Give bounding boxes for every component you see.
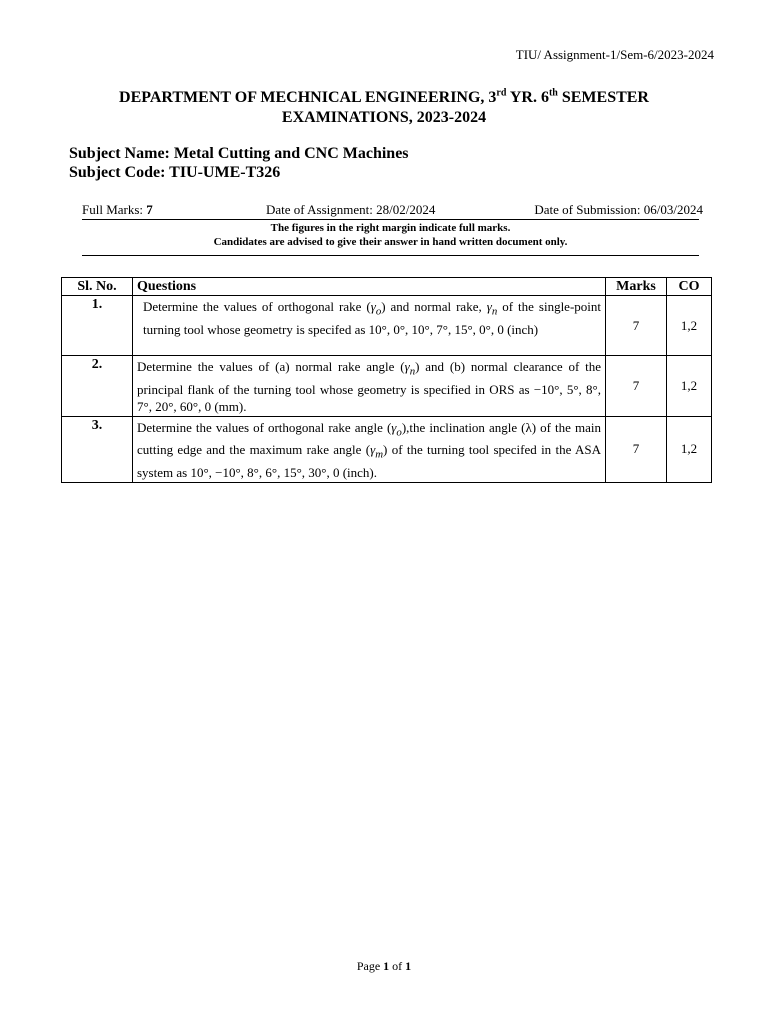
questions-table <box>61 277 712 483</box>
row-question: Determine the values of orthogonal rake $(\gamma_o)$ and normal rake, $\gamma_n$ of the single-point turning tool whose geometry is specifed as 10°, 0°, 10°, 7°, 15°, 0°, 0 (inch) <box>133 296 606 356</box>
subject-info <box>69 144 409 182</box>
date-of-assignment: Date of Assignment: 28/02/2024 <box>266 202 436 217</box>
page-number: 1 <box>383 959 390 973</box>
table-header-row <box>62 278 712 296</box>
document-reference: TIU/ Assignment-1/Sem-6/2023-2024 <box>515 47 714 62</box>
header-sl-no: Sl. No. <box>62 278 133 296</box>
row-sl-no: 3. <box>62 416 133 482</box>
page-footer: Page 1 of 1 <box>356 959 412 973</box>
row-marks: 7 <box>606 296 667 356</box>
instructions-divider <box>82 255 699 256</box>
row-sl-no: 1. <box>62 296 133 356</box>
header-questions: Questions <box>133 278 606 296</box>
subject-name: Subject Name: Metal Cutting and CNC Machines <box>69 145 409 162</box>
row-question: Determine the values of (a) normal rake angle $(\gamma_n)$ and (b) normal clearance of the principal flank of the turning tool whose geometry is specified in ORS as −10°, 5°, 8°, 7°, 20°, 60°, 0 (mm). <box>133 356 606 417</box>
row-question: Determine the values of orthogonal rake angle $(\gamma_o),the$ inclination angle (λ) of the main cutting edge and the maximum rake angle $(\gamma_m)$ of the turning tool specifed in the ASA system as 10°, −10°, 8°, 6°, 15°, 30°, 0 (inch). <box>133 416 606 482</box>
row-marks: 7 <box>606 356 667 417</box>
full-marks: Full Marks: 7 <box>82 202 153 217</box>
page-total: 1 <box>405 959 412 973</box>
instructions <box>82 221 699 249</box>
row-sl-no: 2. <box>62 356 133 417</box>
table-row <box>62 416 712 482</box>
row-co: 1,2 <box>667 296 712 356</box>
instruction-line: The figures in the right margin indicate full marks. <box>270 222 511 234</box>
department-heading-line2: EXAMINATIONS, 2023-2024 <box>281 109 487 126</box>
row-co: 1,2 <box>667 356 712 417</box>
row-marks: 7 <box>606 416 667 482</box>
subject-code: Subject Code: TIU-UME-T326 <box>69 164 281 181</box>
header-co: CO <box>667 278 712 296</box>
instruction-line: Candidates are advised to give their answer in hand written document only. <box>213 236 568 248</box>
table-row <box>62 296 712 356</box>
header-marks: Marks <box>606 278 667 296</box>
date-of-submission: Date of Submission: 06/03/2024 <box>534 202 703 217</box>
row-co: 1,2 <box>667 416 712 482</box>
department-heading-line1: DEPARTMENT OF MECHNICAL ENGINEERING, 3rd YR. 6th SEMESTER <box>119 87 649 106</box>
meta-divider <box>82 219 699 220</box>
table-row <box>62 356 712 417</box>
department-heading <box>0 88 768 128</box>
